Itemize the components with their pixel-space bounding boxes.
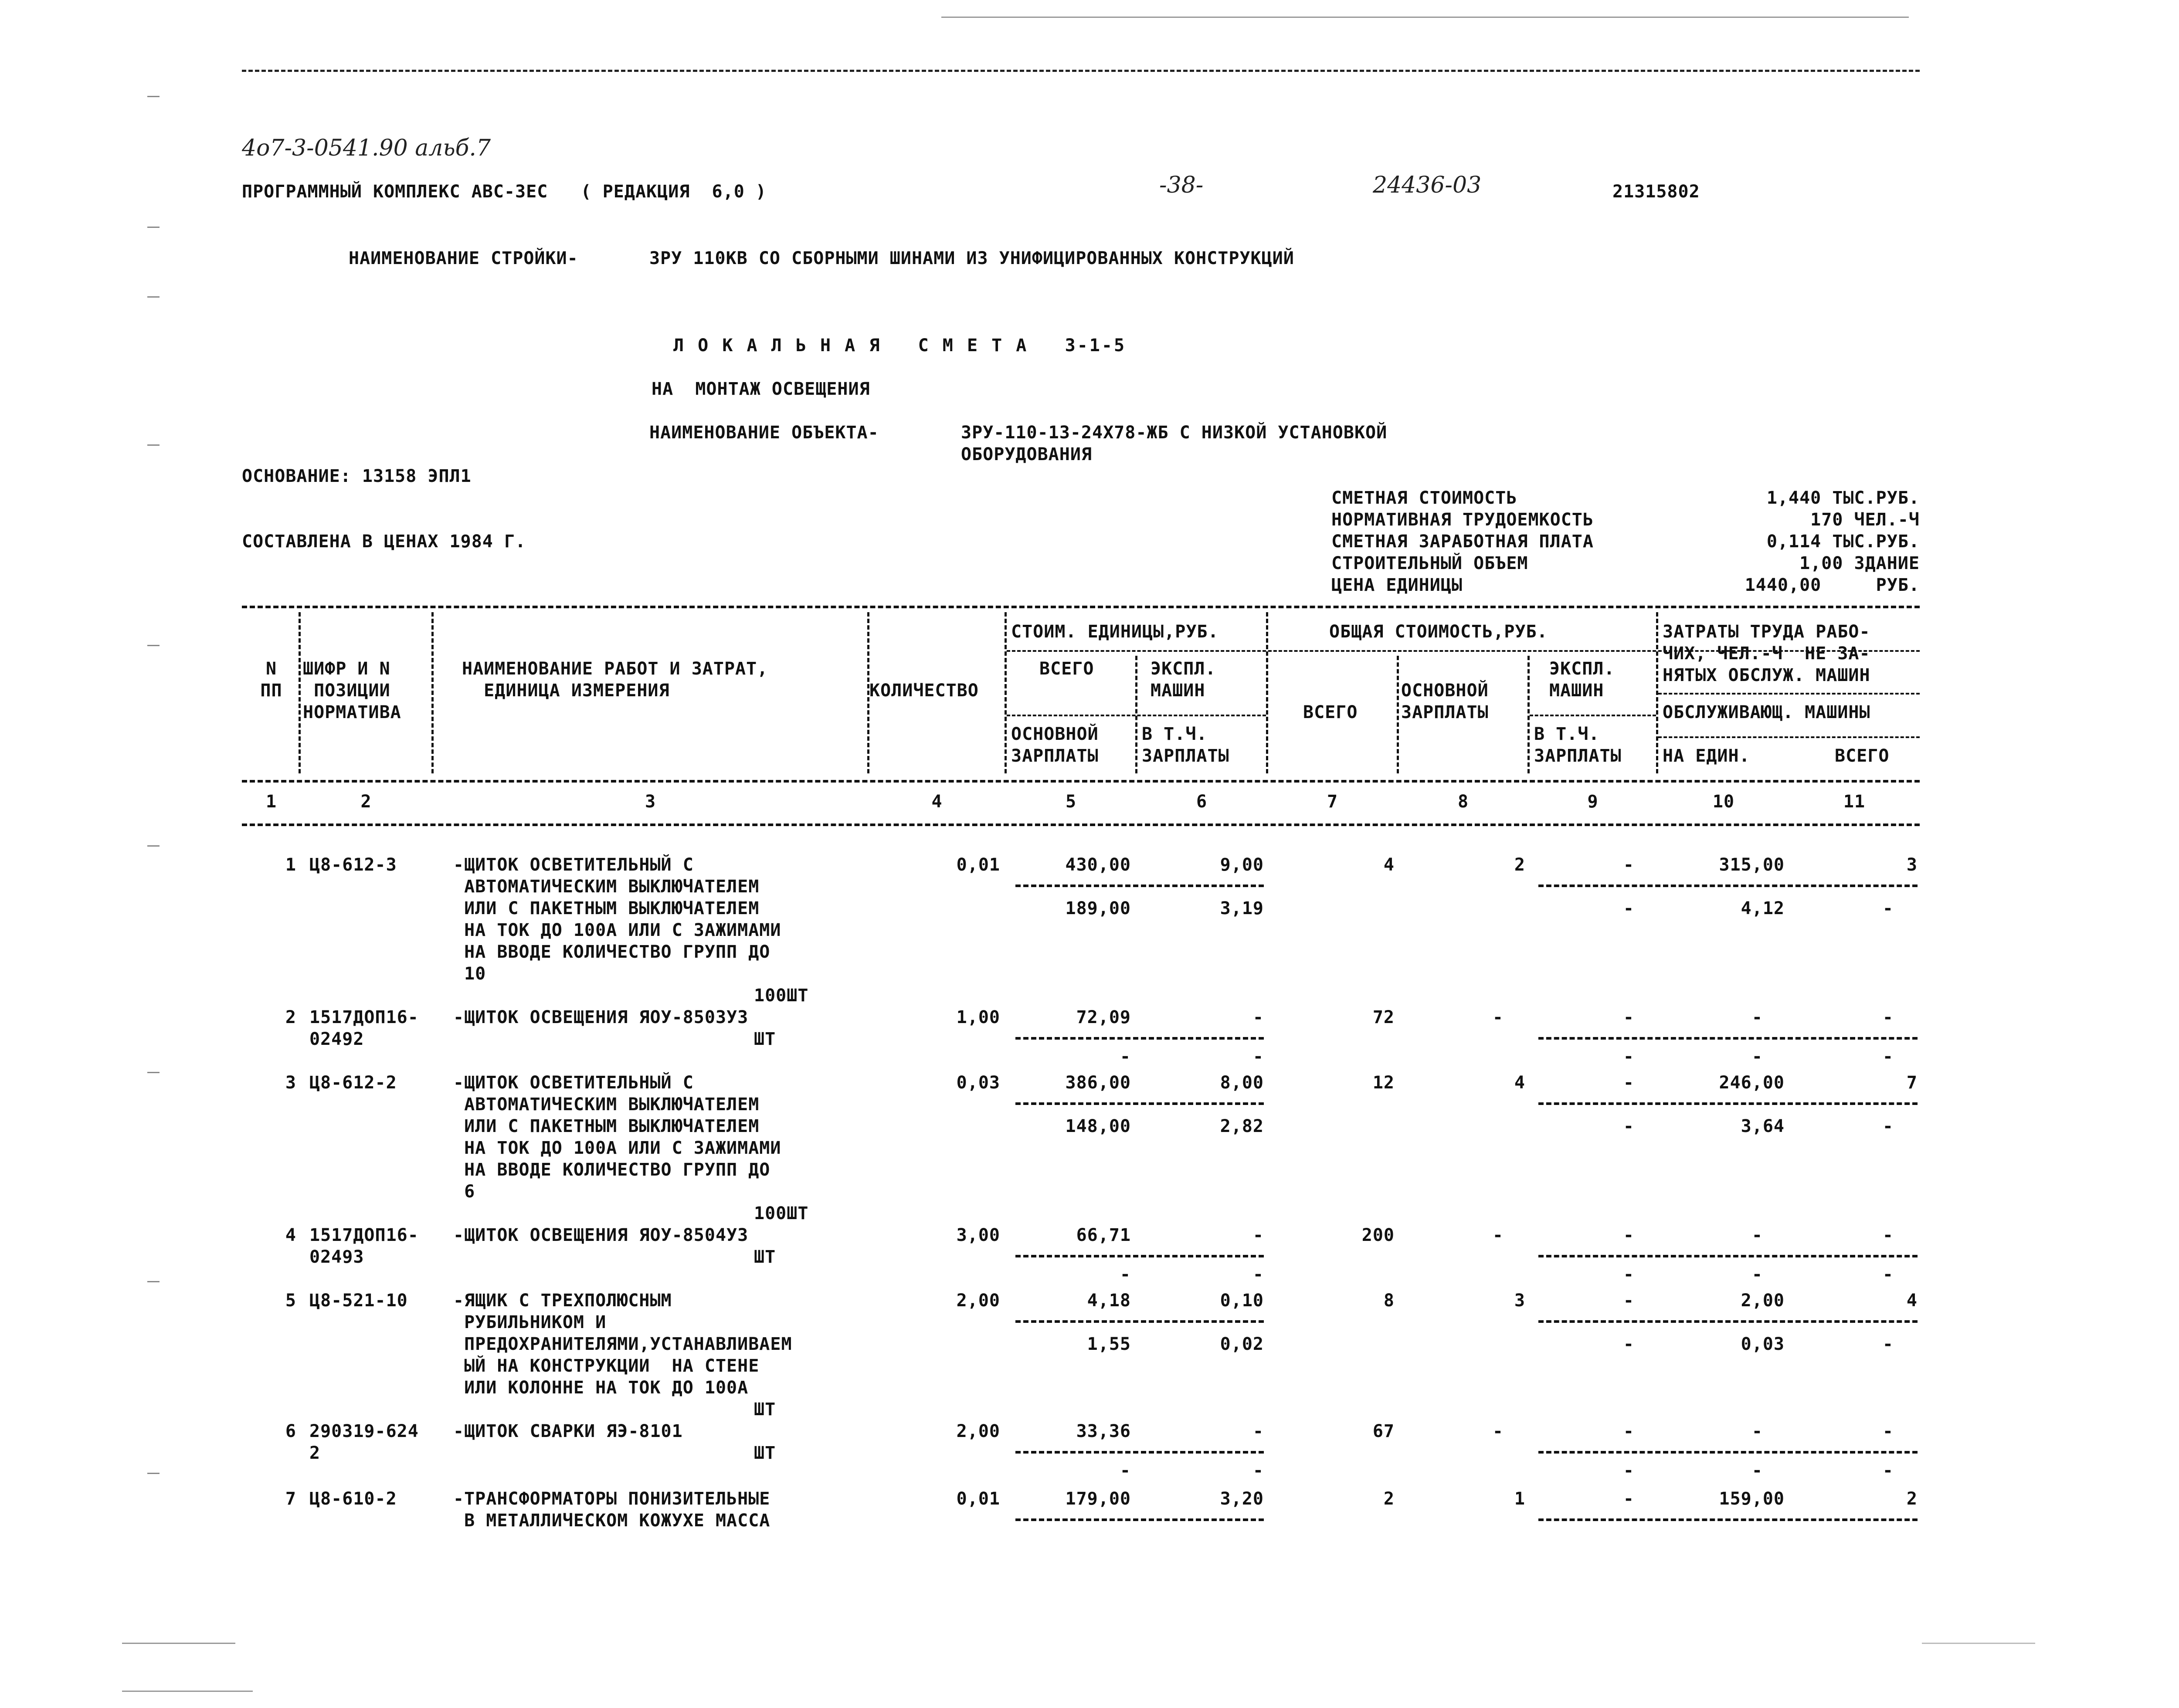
- row-unit-total: 386,00: [1065, 1073, 1131, 1093]
- header-unit-total: ВСЕГО: [1039, 659, 1094, 679]
- row-unit-including-wage: 3,19: [1220, 898, 1264, 918]
- row-unit-including-wage: 0,02: [1220, 1334, 1264, 1354]
- row-subrule: [1015, 1255, 1264, 1257]
- margin-mark: [147, 845, 160, 847]
- header-top-rule: [242, 606, 1920, 608]
- column-number: 10: [1712, 792, 1735, 812]
- row-total-machines: -: [1623, 1421, 1634, 1441]
- row-subrule: [1538, 1255, 1918, 1257]
- header-col-code: ШИФР И N ПОЗИЦИИ НОРМАТИВА: [303, 659, 401, 722]
- row-number: 5: [285, 1291, 296, 1311]
- column-number: 3: [645, 792, 656, 812]
- header-unit-machines: ЭКСПЛ. МАШИН: [1151, 659, 1216, 701]
- margin-mark: [147, 1473, 160, 1474]
- header-total-wage: ОСНОВНОЙ ЗАРПЛАТЫ: [1401, 681, 1489, 722]
- column-number: 11: [1843, 792, 1866, 812]
- subheader-rule: [1268, 650, 1656, 652]
- row-total: 8: [1383, 1291, 1395, 1311]
- margin-mark: [147, 227, 160, 228]
- row-labor-total: -: [1882, 1225, 1894, 1245]
- row-total-machines: -: [1623, 1489, 1634, 1509]
- column-number: 1: [265, 792, 277, 812]
- row-name: -ЩИТОК ОСВЕЩЕНИЯ ЯОУ-8503У3: [453, 1007, 749, 1027]
- row-unit-wage: 148,00: [1065, 1116, 1131, 1136]
- summary-value: 0,114 ТЫС.РУБ.: [1766, 532, 1920, 552]
- page-subtitle: НА МОНТАЖ ОСВЕЩЕНИЯ: [652, 379, 870, 399]
- row-number: 4: [285, 1225, 296, 1245]
- row-total-wage: -: [1492, 1007, 1504, 1027]
- row-unit-wage: 189,00: [1065, 898, 1131, 918]
- summary-row: [1331, 574, 1920, 596]
- header-unit-including-wage: В Т.Ч. ЗАРПЛАТЫ: [1142, 724, 1229, 766]
- row-unit-machines: -: [1252, 1225, 1264, 1245]
- row-unit-total: 66,71: [1076, 1225, 1131, 1245]
- row-service-unit: -: [1751, 1461, 1763, 1481]
- row-unit-wage: -: [1120, 1461, 1131, 1481]
- column-separator: [1005, 612, 1007, 773]
- row-subrule: [1538, 1037, 1918, 1040]
- row-total-wage: 2: [1514, 855, 1525, 875]
- row-total-machines: -: [1623, 1225, 1634, 1245]
- row-name: -ЩИТОК ОСВЕТИТЕЛЬНЫЙ С АВТОМАТИЧЕСКИМ ВЫКЛЮЧАТЕЛЕМ ИЛИ С ПАКЕТНЫМ ВЫКЛЮЧАТЕЛЕМ НА ТОК ДО 100А ИЛИ С ЗАЖИМАМИ НА ВВОДЕ КОЛИЧЕСТВО ГРУПП ДО 6: [453, 1073, 781, 1202]
- row-unit-including-wage: -: [1252, 1264, 1264, 1284]
- row-total: 4: [1383, 855, 1395, 875]
- row-unit-wage: 1,55: [1087, 1334, 1131, 1354]
- summary-value: 170 ЧЕЛ.-Ч: [1810, 510, 1920, 530]
- row-number: 7: [285, 1489, 296, 1509]
- row-total-wage: -: [1492, 1421, 1504, 1441]
- column-separator: [1266, 612, 1268, 773]
- construction-name: ЗРУ 110КВ СО СБОРНЫМИ ШИНАМИ ИЗ УНИФИЦИРОВАННЫХ КОНСТРУКЦИЙ: [649, 248, 1294, 268]
- summary-row: [1331, 531, 1920, 552]
- row-labor-total: 7: [1906, 1073, 1918, 1093]
- row-name: -ЩИТОК ОСВЕТИТЕЛЬНЫЙ С АВТОМАТИЧЕСКИМ ВЫКЛЮЧАТЕЛЕМ ИЛИ С ПАКЕТНЫМ ВЫКЛЮЧАТЕЛЕМ НА ТОК ДО 100А ИЛИ С ЗАЖИМАМИ НА ВВОДЕ КОЛИЧЕСТВО ГРУПП ДО 10: [453, 855, 781, 984]
- margin-mark: [147, 296, 160, 298]
- header-bottom-rule: [242, 780, 1920, 783]
- summary-row: [1331, 509, 1920, 531]
- page-title: Л О К А Л Ь Н А Я С М Е Т А 3-1-5: [673, 336, 1127, 356]
- summary-value: 1440,00 РУБ.: [1745, 575, 1920, 595]
- row-unit-total: 179,00: [1065, 1489, 1131, 1509]
- row-name: -ЩИТОК СВАРКИ ЯЭ-8101: [453, 1421, 683, 1441]
- row-subrule: [1015, 1518, 1264, 1521]
- object-label: НАИМЕНОВАНИЕ ОБЪЕКТА-: [649, 423, 879, 443]
- row-labor-total: -: [1882, 1421, 1894, 1441]
- summary-label: НОРМАТИВНАЯ ТРУДОЕМКОСТЬ: [1331, 510, 1594, 530]
- row-labor-total: 4: [1906, 1291, 1918, 1311]
- row-name: -ЯЩИК С ТРЕХПОЛЮСНЫМ РУБИЛЬНИКОМ И ПРЕДОХРАНИТЕЛЯМИ,УСТАНАВЛИВАЕМ ЫЙ НА КОНСТРУКЦИИ НА СТЕНЕ ИЛИ КОЛОННЕ НА ТОК ДО 100А: [453, 1291, 792, 1398]
- row-labor-unit: 246,00: [1719, 1073, 1785, 1093]
- row-quantity: 3,00: [956, 1225, 1000, 1245]
- subheader-rule: [1658, 693, 1920, 695]
- row-labor-total: -: [1882, 1007, 1894, 1027]
- summary-value: 1,440 ТЫС.РУБ.: [1766, 488, 1920, 508]
- row-code: Ц8-610-2: [309, 1489, 397, 1509]
- row-subrule: [1538, 1518, 1918, 1521]
- row-service-unit: -: [1751, 1047, 1763, 1067]
- row-service-total: -: [1882, 1334, 1894, 1354]
- row-code: Ц8-521-10: [309, 1291, 408, 1311]
- document-number: 21315802: [1612, 182, 1700, 202]
- row-unit-total: 4,18: [1087, 1291, 1131, 1311]
- row-number: 1: [285, 855, 296, 875]
- row-total: 200: [1361, 1225, 1395, 1245]
- header-labor-total: ВСЕГО: [1835, 746, 1890, 766]
- header-total-including-wage: В Т.Ч. ЗАРПЛАТЫ: [1534, 724, 1622, 766]
- row-labor-unit: -: [1751, 1007, 1763, 1027]
- row-total-including-wage: -: [1623, 1116, 1634, 1136]
- row-unit-total: 430,00: [1065, 855, 1131, 875]
- column-separator: [1397, 656, 1399, 773]
- basis-line: ОСНОВАНИЕ: 13158 ЭПЛ1: [242, 466, 472, 486]
- row-quantity: 0,01: [956, 855, 1000, 875]
- row-total-wage: -: [1492, 1225, 1504, 1245]
- row-name: -ТРАНСФОРМАТОРЫ ПОНИЗИТЕЛЬНЫЕ В МЕТАЛЛИЧЕСКОМ КОЖУХЕ МАССА: [453, 1489, 770, 1531]
- column-separator: [299, 612, 301, 773]
- row-unit-machines: 3,20: [1220, 1489, 1264, 1509]
- row-unit-machines: 8,00: [1220, 1073, 1264, 1093]
- row-subrule: [1538, 1320, 1918, 1323]
- header-total-all: ВСЕГО: [1303, 702, 1358, 722]
- row-subrule: [1538, 1451, 1918, 1454]
- row-total: 2: [1383, 1489, 1395, 1509]
- row-service-unit: 3,64: [1741, 1116, 1785, 1136]
- row-unit-machines: -: [1252, 1421, 1264, 1441]
- row-total-wage: 4: [1514, 1073, 1525, 1093]
- header-total-machines: ЭКСПЛ. МАШИН: [1549, 659, 1615, 701]
- object-name-line-2: ОБОРУДОВАНИЯ: [961, 444, 1092, 464]
- row-unit: 100ШТ: [754, 1203, 809, 1223]
- scan-edge-line: [941, 17, 1909, 18]
- margin-mark: [147, 1281, 160, 1282]
- row-total: 72: [1372, 1007, 1395, 1027]
- row-unit-wage: -: [1120, 1264, 1131, 1284]
- row-unit: 100ШТ: [754, 986, 809, 1006]
- subheader-rule: [1658, 736, 1920, 738]
- row-labor-total: 2: [1906, 1489, 1918, 1509]
- row-service-unit: 0,03: [1741, 1334, 1785, 1354]
- row-total-including-wage: -: [1623, 1334, 1634, 1354]
- row-quantity: 0,03: [956, 1073, 1000, 1093]
- column-number: 5: [1065, 792, 1077, 812]
- row-unit: ШТ: [754, 1029, 776, 1049]
- header-col-qty: КОЛИЧЕСТВО: [869, 681, 979, 701]
- row-total-including-wage: -: [1623, 1264, 1634, 1284]
- handwritten-page-number: -38-: [1159, 172, 1204, 198]
- header-col-name: НАИМЕНОВАНИЕ РАБОТ И ЗАТРАТ, ЕДИНИЦА ИЗМЕРЕНИЯ: [462, 659, 768, 701]
- row-code: Ц8-612-3: [309, 855, 397, 875]
- column-number: 2: [360, 792, 372, 812]
- row-unit: ШТ: [754, 1400, 776, 1420]
- row-total: 67: [1372, 1421, 1395, 1441]
- column-number: 8: [1457, 792, 1469, 812]
- row-service-unit: 4,12: [1741, 898, 1785, 918]
- row-total-including-wage: -: [1623, 898, 1634, 918]
- row-service-unit: -: [1751, 1264, 1763, 1284]
- row-unit-including-wage: 2,82: [1220, 1116, 1264, 1136]
- row-subrule: [1015, 1320, 1264, 1323]
- summary-label: СТРОИТЕЛЬНЫЙ ОБЪЕМ: [1331, 553, 1528, 573]
- row-total-including-wage: -: [1623, 1047, 1634, 1067]
- column-number: 4: [931, 792, 943, 812]
- handwritten-code: 24436-03: [1373, 172, 1482, 198]
- row-unit-total: 33,36: [1076, 1421, 1131, 1441]
- row-code: 290319-624 2: [309, 1421, 419, 1463]
- scan-edge-line: [122, 1643, 235, 1644]
- row-unit-wage: -: [1120, 1047, 1131, 1067]
- row-subrule: [1015, 884, 1264, 887]
- row-service-total: -: [1882, 898, 1894, 918]
- row-service-total: -: [1882, 1461, 1894, 1481]
- prices-line: СОСТАВЛЕНА В ЦЕНАХ 1984 Г.: [242, 532, 526, 552]
- subheader-rule: [1007, 715, 1266, 716]
- row-subrule: [1538, 884, 1918, 887]
- header-unit-cost: СТОИМ. ЕДИНИЦЫ,РУБ.: [1011, 622, 1219, 642]
- row-name: -ЩИТОК ОСВЕЩЕНИЯ ЯОУ-8504У3: [453, 1225, 749, 1245]
- header-labor: ЗАТРАТЫ ТРУДА РАБО- ЧИХ, ЧЕЛ.-Ч НЕ ЗА- НЯТЫХ ОБСЛУЖ. МАШИН: [1663, 622, 1870, 685]
- row-labor-unit: 315,00: [1719, 855, 1785, 875]
- row-subrule: [1015, 1451, 1264, 1454]
- margin-mark: [147, 645, 160, 646]
- row-service-total: -: [1882, 1116, 1894, 1136]
- row-quantity: 0,01: [956, 1489, 1000, 1509]
- row-number: 3: [285, 1073, 296, 1093]
- scan-edge-line: [1922, 1643, 2035, 1644]
- subheader-rule: [1530, 715, 1656, 716]
- row-total: 12: [1372, 1073, 1395, 1093]
- row-unit-machines: -: [1252, 1007, 1264, 1027]
- row-quantity: 2,00: [956, 1421, 1000, 1441]
- summary-label: СМЕТНАЯ ЗАРАБОТНАЯ ПЛАТА: [1331, 532, 1594, 552]
- row-subrule: [1538, 1102, 1918, 1105]
- column-number: 9: [1587, 792, 1599, 812]
- summary-value: 1,00 ЗДАНИЕ: [1799, 553, 1920, 573]
- margin-mark: [147, 1072, 160, 1073]
- column-number: 7: [1327, 792, 1338, 812]
- row-number: 6: [285, 1421, 296, 1441]
- row-unit-total: 72,09: [1076, 1007, 1131, 1027]
- summary-row: [1331, 552, 1920, 574]
- row-code: Ц8-612-2: [309, 1073, 397, 1093]
- summary-label: ЦЕНА ЕДИНИЦЫ: [1331, 575, 1463, 595]
- row-total-wage: 1: [1514, 1489, 1525, 1509]
- handwritten-reference: 4о7-3-0541.90 альб.7: [242, 135, 491, 161]
- row-unit-machines: 0,10: [1220, 1291, 1264, 1311]
- row-total-machines: -: [1623, 1007, 1634, 1027]
- row-total-machines: -: [1623, 1073, 1634, 1093]
- subheader-rule: [1007, 650, 1266, 652]
- row-number: 2: [285, 1007, 296, 1027]
- row-unit: ШТ: [754, 1443, 776, 1463]
- row-labor-unit: -: [1751, 1225, 1763, 1245]
- row-total-including-wage: -: [1623, 1461, 1634, 1481]
- row-code: 1517ДОП16- 02492: [309, 1007, 419, 1049]
- object-name-line-1: ЗРУ-110-13-24Х78-ЖБ С НИЗКОЙ УСТАНОВКОЙ: [961, 423, 1388, 443]
- column-separator: [431, 612, 434, 773]
- margin-mark: [147, 96, 160, 97]
- row-code: 1517ДОП16- 02493: [309, 1225, 419, 1267]
- row-service-total: -: [1882, 1047, 1894, 1067]
- row-labor-unit: 159,00: [1719, 1489, 1785, 1509]
- construction-label: НАИМЕНОВАНИЕ СТРОЙКИ-: [349, 248, 578, 268]
- header-col-n: N ПП: [260, 659, 282, 701]
- row-quantity: 2,00: [956, 1291, 1000, 1311]
- scan-edge-line: [122, 1691, 253, 1692]
- row-labor-total: 3: [1906, 855, 1918, 875]
- program-line: ПРОГРАММНЫЙ КОМПЛЕКС АВС-3ЕС ( РЕДАКЦИЯ 6,0 ): [242, 182, 767, 202]
- row-labor-unit: 2,00: [1741, 1291, 1785, 1311]
- column-number-rule: [242, 824, 1920, 826]
- row-unit: ШТ: [754, 1247, 776, 1267]
- column-number: 6: [1196, 792, 1208, 812]
- margin-mark: [147, 444, 160, 446]
- row-quantity: 1,00: [956, 1007, 1000, 1027]
- row-subrule: [1015, 1102, 1264, 1105]
- header-labor-unit: НА ЕДИН.: [1663, 746, 1750, 766]
- header-labor-service: ОБСЛУЖИВАЮЩ. МАШИНЫ: [1663, 702, 1870, 722]
- row-total-wage: 3: [1514, 1291, 1525, 1311]
- summary-row: [1331, 487, 1920, 509]
- row-unit-including-wage: -: [1252, 1047, 1264, 1067]
- row-labor-unit: -: [1751, 1421, 1763, 1441]
- row-service-total: -: [1882, 1264, 1894, 1284]
- row-unit-machines: 9,00: [1220, 855, 1264, 875]
- header-unit-wage: ОСНОВНОЙ ЗАРПЛАТЫ: [1011, 724, 1099, 766]
- row-subrule: [1015, 1037, 1264, 1040]
- row-unit-including-wage: -: [1252, 1461, 1264, 1481]
- row-total-machines: -: [1623, 1291, 1634, 1311]
- summary-label: СМЕТНАЯ СТОИМОСТЬ: [1331, 488, 1517, 508]
- header-total-cost: ОБЩАЯ СТОИМОСТЬ,РУБ.: [1329, 622, 1548, 642]
- row-total-machines: -: [1623, 855, 1634, 875]
- perforation-line: [242, 70, 1920, 72]
- summary-block: [1331, 487, 1920, 596]
